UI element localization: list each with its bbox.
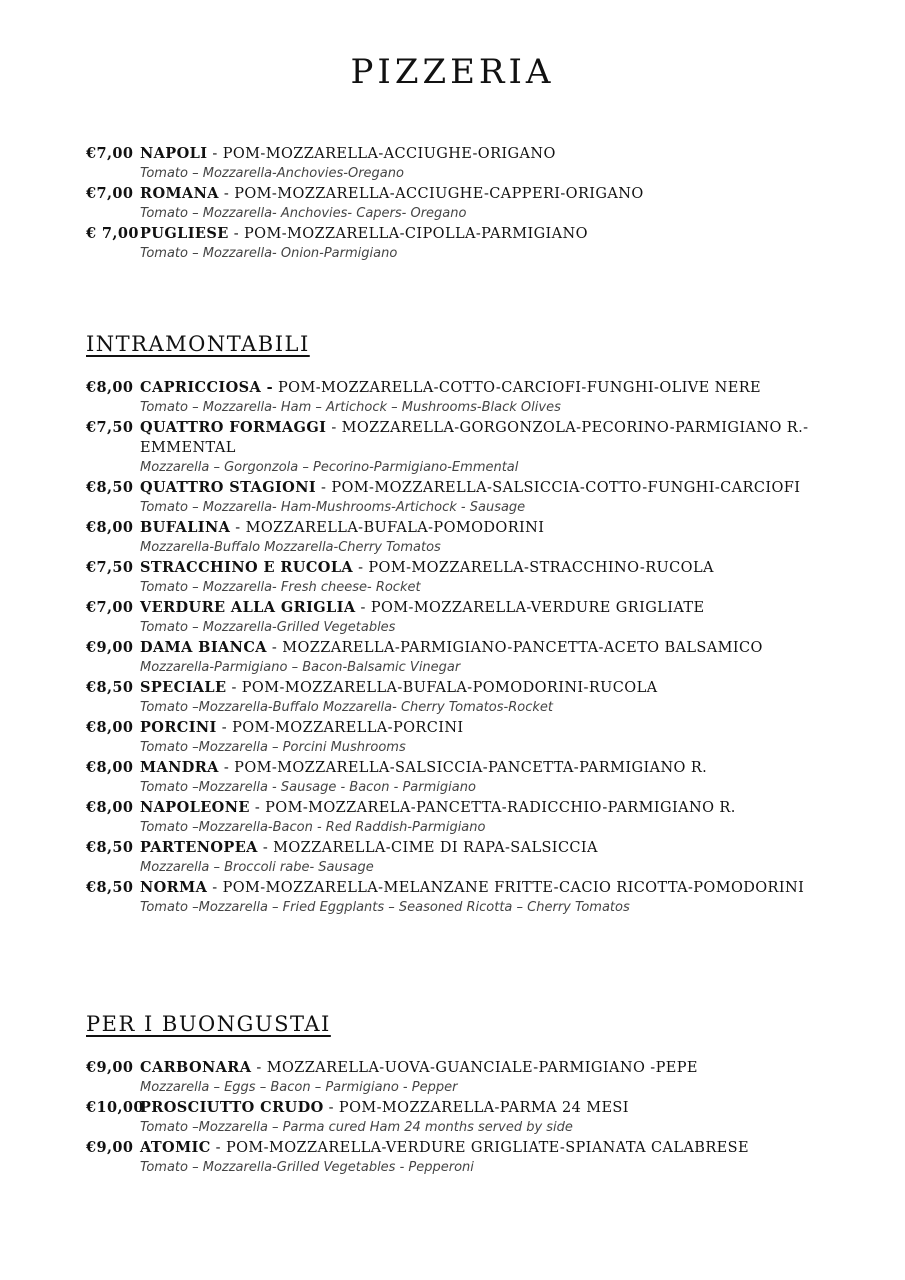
menu-item-english: Mozzarella – Eggs – Bacon – Parmigiano - Pepper [140,1080,458,1095]
menu-item-price: €9,00 [86,1139,134,1156]
menu-item-english: Tomato –Mozzarella-Bacon - Red Raddish-Parmigiano [140,820,486,835]
menu-item-price: €9,00 [86,639,134,656]
menu-item-english: Tomato – Mozzarella-Grilled Vegetables - Pepperoni [140,1160,474,1175]
menu-item-ingredients: - POM-MOZZARELLA-PARMA 24 MESI [323,1100,629,1116]
menu-item-english: Mozzarella-Parmigiano – Bacon-Balsamic Vinegar [140,660,461,675]
menu-item-english: Mozzarella-Buffalo Mozzarella-Cherry Tomatos [140,540,441,555]
section-intramontabili [86,332,826,918]
menu-item-ingredients: - POM-MOZZARELLA-ACCIUGHE-CAPPERI-ORIGANO [218,186,644,202]
menu-item-price: €8,00 [86,759,134,776]
menu-item-name: SPECIALE [140,679,227,696]
menu-item-italian-line [86,638,826,658]
menu-item-ingredients: - POM-MOZZARELLA-ACCIUGHE-ORIGANO [207,146,556,162]
menu-item-italian-line [86,418,826,458]
menu-item-english: Tomato –Mozzarella-Buffalo Mozzarella- Cherry Tomatos-Rocket [140,700,553,715]
menu-item-italian-line [86,838,826,858]
menu-item-english: Tomato – Mozzarella- Onion-Parmigiano [140,246,398,261]
menu-item [86,558,826,597]
menu-item-name: QUATTRO FORMAGGI [140,419,327,436]
menu-item [86,798,826,837]
menu-item-italian-line [86,798,826,818]
menu-item-name: PARTENOPEA [140,839,258,856]
menu-item-price: €8,50 [86,879,134,896]
section-classiche [86,144,826,264]
menu-item-price: €8,00 [86,519,134,536]
menu-item-name: CAPRICCIOSA - [140,379,274,396]
menu-item-ingredients: - POM-MOZZARELLA-CIPOLLA-PARMIGIANO [228,226,588,242]
menu-item-english: Tomato – Mozzarella- Fresh cheese- Rocket [140,580,421,595]
menu-item-english: Tomato –Mozzarella – Fried Eggplants – Seasoned Ricotta – Cherry Tomatos [140,900,630,915]
menu-item-name: PROSCIUTTO CRUDO [140,1099,324,1116]
menu-item-italian-line [86,378,826,398]
menu-item-italian-line [86,758,826,778]
menu-item-name: NORMA [140,879,208,896]
menu-item-ingredients: - MOZZARELLA-CIME DI RAPA-SALSICCIA [257,840,598,856]
menu-item [86,718,826,757]
menu-item-italian-line [86,1058,826,1078]
menu-item-price: €8,00 [86,799,134,816]
menu-item [86,878,826,917]
menu-item-italian-line [86,224,826,244]
menu-item [86,1098,826,1137]
menu-item [86,224,826,263]
menu-item-english: Tomato – Mozzarella- Anchovies- Capers- Oregano [140,206,467,221]
menu-item-italian-line [86,1138,826,1158]
menu-item [86,598,826,637]
menu-item [86,518,826,557]
menu-item-italian-line [86,184,826,204]
menu-item-name: MANDRA [140,759,219,776]
menu-item-english: Tomato –Mozzarella – Parma cured Ham 24 months served by side [140,1120,573,1135]
menu-item-name: VERDURE ALLA GRIGLIA [140,599,356,616]
page-title: PIZZERIA [350,52,555,92]
menu-item-ingredients: - POM-MOZZARELLA-MELANZANE FRITTE-CACIO RICOTTA-POMODORINI [207,880,805,896]
section-heading: PER I BUONGUSTAI [86,1012,331,1036]
menu-item-ingredients: - MOZZARELLA-GORGONZOLA-PECORINO-PARMIGIANO R.-EMMENTAL [140,420,809,456]
menu-item-name: BUFALINA [140,519,231,536]
menu-item-price: €7,00 [86,599,134,616]
menu-item [86,678,826,717]
menu-item-ingredients: - MOZZARELLA-UOVA-GUANCIALE-PARMIGIANO -PEPE [251,1060,698,1076]
menu-item-ingredients: - POM-MOZZARELLA-VERDURE GRIGLIATE [355,600,705,616]
menu-item-name: DAMA BIANCA [140,639,267,656]
menu-item-italian-line [86,478,826,498]
menu-item-price: €7,00 [86,145,134,162]
menu-item-ingredients: POM-MOZZARELLA-COTTO-CARCIOFI-FUNGHI-OLIVE NERE [273,380,762,396]
menu-item-price: €8,00 [86,379,134,396]
menu-item-ingredients: - POM-MOZZARELLA-VERDURE GRIGLIATE-SPIANATA CALABRESE [210,1140,749,1156]
menu-item-english: Tomato – Mozzarella- Ham – Artichock – Mushrooms-Black Olives [140,400,561,415]
menu-item [86,144,826,183]
menu-item-english: Tomato – Mozzarella-Anchovies-Oregano [140,166,404,181]
menu-item-ingredients: - MOZZARELLA-BUFALA-POMODORINI [230,520,545,536]
menu-item [86,418,826,477]
menu-item [86,1058,826,1097]
menu-item-name: CARBONARA [140,1059,252,1076]
menu-item-ingredients: - POM-MOZZARELLA-STRACCHINO-RUCOLA [353,560,714,576]
menu-item-italian-line [86,598,826,618]
menu-item-price: €9,00 [86,1059,134,1076]
menu-item-italian-line [86,1098,826,1118]
menu-item-english: Tomato –Mozzarella – Porcini Mushrooms [140,740,406,755]
menu-item-ingredients: - MOZZARELLA-PARMIGIANO-PANCETTA-ACETO BALSAMICO [266,640,763,656]
menu-item-price: €10,00 [86,1099,144,1116]
menu-item-ingredients: - POM-MOZZARELLA-SALSICCIA-COTTO-FUNGHI-CARCIOFI [316,480,801,496]
menu-item-italian-line [86,144,826,164]
menu-item-name: QUATTRO STAGIONI [140,479,317,496]
menu-item-price: €8,50 [86,679,134,696]
menu-item-name: STRACCHINO E RUCOLA [140,559,354,576]
menu-item-italian-line [86,718,826,738]
menu-item [86,838,826,877]
menu-item-english: Tomato – Mozzarella-Grilled Vegetables [140,620,396,635]
menu-item-ingredients: - POM-MOZZARELA-PANCETTA-RADICCHIO-PARMIGIANO R. [249,800,736,816]
menu-item-name: NAPOLI [140,145,208,162]
menu-item-english: Mozzarella – Broccoli rabe- Sausage [140,860,374,875]
menu-item-english: Tomato – Mozzarella- Ham-Mushrooms-Artichock - Sausage [140,500,526,515]
menu-item-ingredients: - POM-MOZZARELLA-BUFALA-POMODORINI-RUCOLA [226,680,658,696]
menu-item-italian-line [86,558,826,578]
menu-item-name: PUGLIESE [140,225,229,242]
menu-item [86,478,826,517]
menu-item-italian-line [86,678,826,698]
menu-item-price: €7,50 [86,419,134,436]
menu-item-name: PORCINI [140,719,217,736]
menu-item-price: €7,50 [86,559,134,576]
menu-item-ingredients: - POM-MOZZARELLA-SALSICCIA-PANCETTA-PARMIGIANO R. [218,760,708,776]
menu-item-english: Mozzarella – Gorgonzola – Pecorino-Parmigiano-Emmental [140,460,519,475]
menu-item-name: ROMANA [140,185,219,202]
menu-item-price: €8,00 [86,719,134,736]
menu-item-english: Tomato –Mozzarella - Sausage - Bacon - Parmigiano [140,780,476,795]
menu-item [86,378,826,417]
section-per-i-buongustai [86,1012,826,1178]
menu-item-ingredients: - POM-MOZZARELLA-PORCINI [216,720,464,736]
menu-item [86,758,826,797]
menu-item-italian-line [86,878,826,898]
section-heading: INTRAMONTABILI [86,332,310,356]
menu-item-name: NAPOLEONE [140,799,250,816]
menu-item [86,184,826,223]
menu-item-price: € 7,00 [86,225,139,242]
menu-item [86,1138,826,1177]
menu-item-price: €8,50 [86,479,134,496]
menu-item-price: €7,00 [86,185,134,202]
menu-item-name: ATOMIC [140,1139,211,1156]
menu-item-italian-line [86,518,826,538]
menu-item-price: €8,50 [86,839,134,856]
menu-item [86,638,826,677]
